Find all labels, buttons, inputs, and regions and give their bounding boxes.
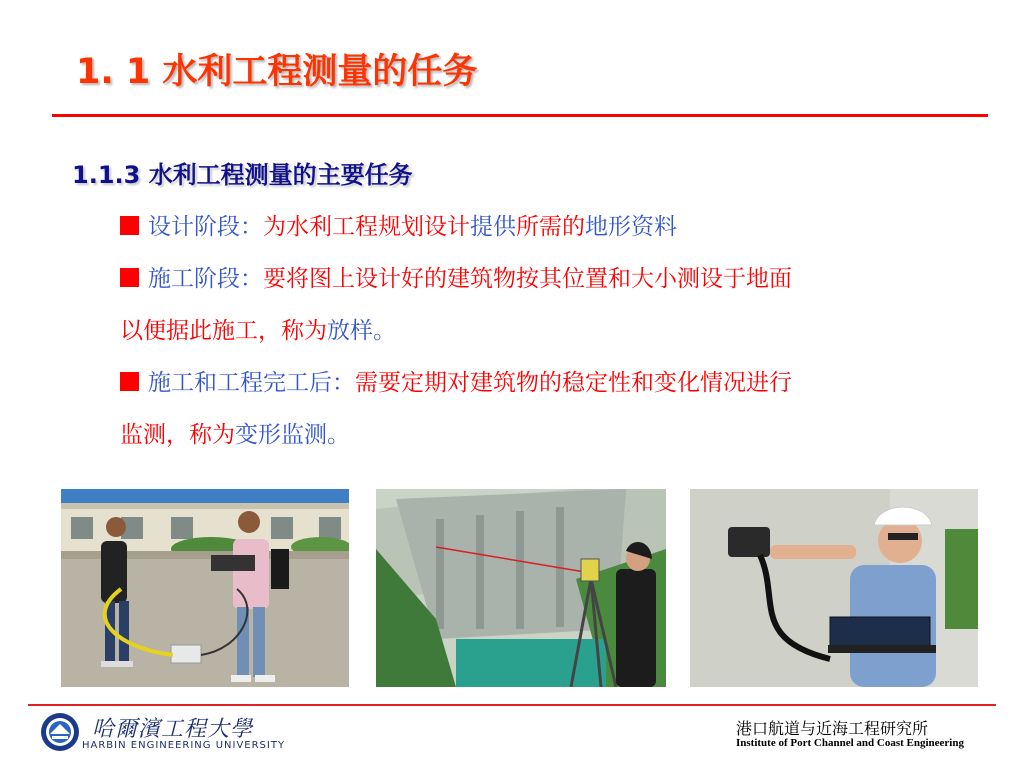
item-text: 以便据此施工，称为 <box>120 318 327 344</box>
item-highlight: 放样。 <box>327 318 396 344</box>
square-bullet-icon <box>120 216 139 235</box>
photo-wall-monitoring <box>690 489 978 687</box>
university-name-en: HARBIN ENGINEERING UNIVERSITY <box>82 740 286 751</box>
university-name-cn: 哈爾濱工程大學 <box>92 717 254 742</box>
list-item-post-construction-cont <box>120 420 350 450</box>
item-text: 地形资料 <box>585 214 677 240</box>
item-label: 施工阶段： <box>148 266 263 292</box>
item-text: 提供 <box>470 214 516 240</box>
institute-name-en: Institute of Port Channel and Coast Engineering <box>736 737 964 749</box>
list-item-design-stage <box>120 212 677 242</box>
item-highlight: 变形监测。 <box>235 422 350 448</box>
list-item-post-construction <box>120 368 792 398</box>
item-text: 为水利工程规划设计 <box>263 214 470 240</box>
item-text: 所需的 <box>516 214 585 240</box>
item-text: 要将图上设计好的建筑物按其位置和大小测设于地面 <box>263 266 792 292</box>
item-text: 需要定期对建筑物的稳定性和变化情况进行 <box>355 370 792 396</box>
photo-dam-survey <box>376 489 666 687</box>
title-divider <box>52 114 988 117</box>
item-text: 监测，称为 <box>120 422 235 448</box>
item-label: 设计阶段： <box>148 214 263 240</box>
photo-field-survey <box>61 489 349 687</box>
square-bullet-icon <box>120 372 139 391</box>
university-seal-icon <box>40 712 80 756</box>
square-bullet-icon <box>120 268 139 287</box>
item-label: 施工和工程完工后： <box>148 370 355 396</box>
list-item-construction-stage <box>120 264 792 294</box>
footer-divider <box>28 704 996 706</box>
section-subtitle: 1.1.3 水利工程测量的主要任务 <box>72 161 413 189</box>
institute-name-cn: 港口航道与近海工程研究所 <box>736 719 929 738</box>
slide-title: 1. 1 水利工程测量的任务 <box>76 52 478 92</box>
list-item-construction-stage-cont <box>120 316 396 346</box>
